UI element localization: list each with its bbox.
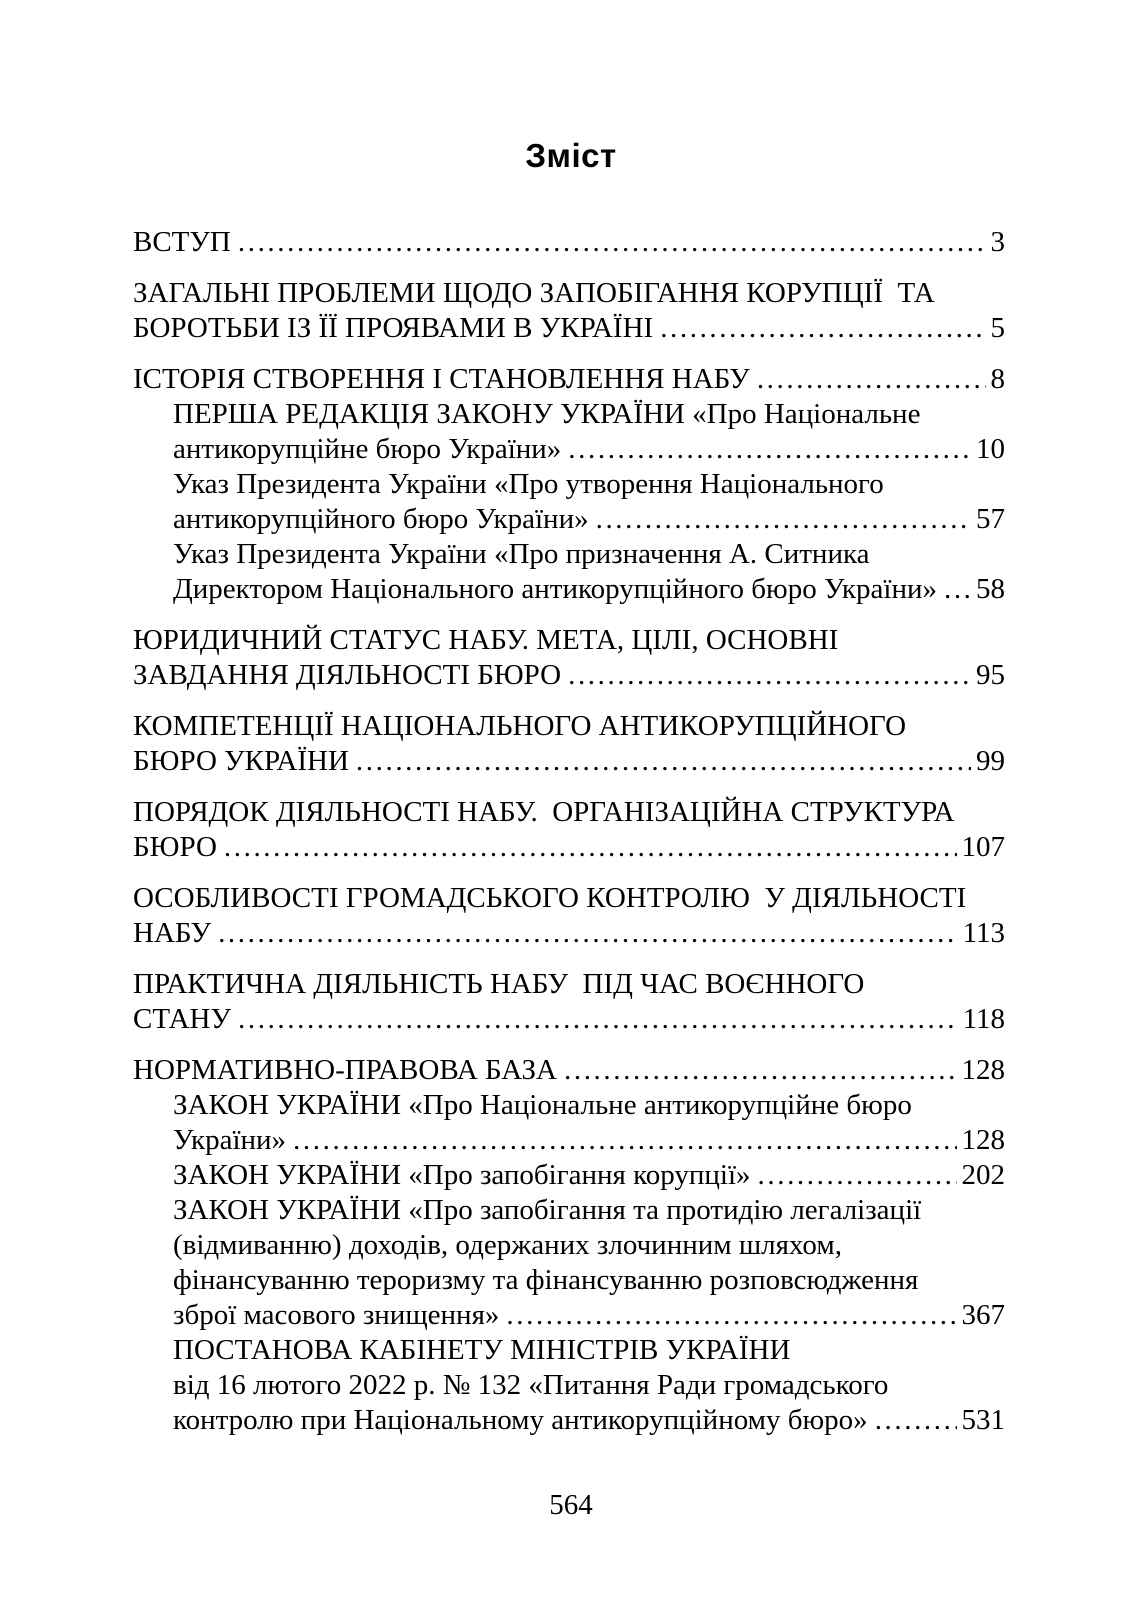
toc-entry-text: НАБУ [133,917,212,949]
toc-entry-line [173,1298,1005,1333]
toc-entry-line [133,311,1005,346]
dot-leader [238,1002,958,1037]
toc-page-number: 531 [961,1404,1005,1436]
toc-entry-line: ЗАКОН УКРАЇНИ «Про Національне антикорупційне бюро [173,1089,912,1121]
toc-entry [133,1053,1005,1088]
toc-entry-text: контролю при Національному антикорупційному бюро» [173,1404,868,1436]
toc-page-number: 202 [961,1159,1005,1191]
toc-entry-line: КОМПЕТЕНЦІЇ НАЦІОНАЛЬНОГО АНТИКОРУПЦІЙНОГО [133,710,907,742]
toc-entry [133,1333,1005,1438]
toc-page-number: 99 [976,745,1005,777]
toc-entry-text: антикорупційного бюро України» [173,503,589,535]
toc-entry-text: ІСТОРІЯ СТВОРЕННЯ І СТАНОВЛЕННЯ НАБУ [133,363,750,395]
toc-entry [133,1158,1005,1193]
dot-leader [568,432,971,467]
toc-page-number: 58 [976,573,1005,605]
toc-entry [133,467,1005,537]
toc-entry [133,225,1005,260]
toc-entry-line: ОСОБЛИВОСТІ ГРОМАДСЬКОГО КОНТРОЛЮ У ДІЯЛЬНОСТІ [133,882,967,914]
toc-entry-line [173,1403,1005,1438]
toc-entry-line: Указ Президента України «Про призначення А. Ситника [173,538,870,570]
toc-entry-text: ЗАКОН УКРАЇНИ «Про запобігання корупції» [173,1159,751,1191]
toc-entry-text: БОРОТЬБИ ІЗ ЇЇ ПРОЯВАМИ В УКРАЇНІ [133,312,654,344]
dot-leader [356,744,971,779]
toc-entry-text: БЮРО УКРАЇНИ [133,745,349,777]
toc-entry-line [133,658,1005,693]
dot-leader [660,311,985,346]
toc-page-number: 128 [961,1124,1005,1156]
toc-entry [133,1088,1005,1158]
folio-page-number: 564 [549,1489,593,1521]
toc-entry-text: СТАНУ [133,1003,232,1035]
toc-page-number: 5 [990,312,1005,344]
toc-entry [133,881,1005,951]
toc-page-number: 118 [962,1003,1005,1035]
dot-leader [596,502,971,537]
dot-leader [238,225,986,260]
toc-page-number: 128 [961,1054,1005,1086]
dot-leader [875,1403,957,1438]
toc-entry [133,537,1005,607]
toc-entry-text: України» [173,1124,287,1156]
toc-entry-text: ЗАВДАННЯ ДІЯЛЬНОСТІ БЮРО [133,659,562,691]
toc-entry-text: антикорупційне бюро України» [173,433,562,465]
toc-entry-line [133,916,1005,951]
toc-entry [133,362,1005,397]
toc-entry [133,967,1005,1037]
toc-entry-line [173,1123,1005,1158]
toc-entry-line: ПОРЯДОК ДІЯЛЬНОСТІ НАБУ. ОРГАНІЗАЦІЙНА СТРУКТУРА [133,796,955,828]
toc-entry-line: ПОСТАНОВА КАБІНЕТУ МІНІСТРІВ УКРАЇНИ [173,1334,791,1366]
dot-leader [758,1158,957,1193]
toc-entry [133,623,1005,693]
toc-entry-text: зброї масового знищення» [173,1299,500,1331]
toc-entry-line [133,362,1005,397]
toc-entry-line: Указ Президента України «Про утворення Національного [173,468,884,500]
toc-entry-line [133,744,1005,779]
toc-entry [133,276,1005,346]
toc-entry [133,397,1005,467]
toc-entry-text: Директором Національного антикорупційного бюро України» [173,573,937,605]
dot-leader [224,830,957,865]
toc-entry-line: фінансуванню тероризму та фінансуванню розповсюдження [173,1264,919,1296]
dot-leader [218,916,958,951]
toc-page-number: 57 [976,503,1005,535]
toc-entry-text: НОРМАТИВНО-ПРАВОВА БАЗА [133,1054,557,1086]
dot-leader [568,658,971,693]
contents-title: Зміст [525,137,617,174]
toc-page-number: 367 [961,1299,1005,1331]
toc-entry-line: ЮРИДИЧНИЙ СТАТУС НАБУ. МЕТА, ЦІЛІ, ОСНОВНІ [133,624,839,656]
toc-entry-text: ВСТУП [133,226,231,258]
toc-entry-line: ПЕРША РЕДАКЦІЯ ЗАКОНУ УКРАЇНИ «Про Національне [173,398,921,430]
toc-entry-line [173,502,1005,537]
toc-entry-line: ЗАГАЛЬНІ ПРОБЛЕМИ ЩОДО ЗАПОБІГАННЯ КОРУПЦІЇ ТА [133,277,935,309]
toc-entry-line [173,432,1005,467]
toc-entry-line [173,572,1005,607]
dot-leader [506,1298,956,1333]
toc-entry-line [173,1158,1005,1193]
toc-page-number: 107 [961,831,1005,863]
toc-page-number: 95 [976,659,1005,691]
dot-leader [757,362,986,397]
toc-entry-line [133,225,1005,260]
toc-entry-line: від 16 лютого 2022 р. № 132 «Питання Ради громадського [173,1369,889,1401]
toc-page-number: 10 [976,433,1005,465]
toc-entry [133,1193,1005,1333]
dot-leader [293,1123,956,1158]
toc-entry-line [133,1002,1005,1037]
toc-page-number: 3 [990,226,1005,258]
toc-entry-line: ЗАКОН УКРАЇНИ «Про запобігання та протидію легалізації [173,1194,922,1226]
toc-entry-line: ПРАКТИЧНА ДІЯЛЬНІСТЬ НАБУ ПІД ЧАС ВОЄННОГО [133,968,865,1000]
toc-entry-line: (відмиванню) доходів, одержаних злочинним шляхом, [173,1229,842,1261]
dot-leader [944,572,971,607]
toc-entry-line [133,1053,1005,1088]
table-of-contents [133,225,1005,1438]
toc-page-number: 8 [990,363,1005,395]
dot-leader [564,1053,957,1088]
toc-entry-text: БЮРО [133,831,217,863]
toc-entry-line [133,830,1005,865]
toc-entry [133,795,1005,865]
toc-entry [133,709,1005,779]
toc-page-number: 113 [962,917,1005,949]
